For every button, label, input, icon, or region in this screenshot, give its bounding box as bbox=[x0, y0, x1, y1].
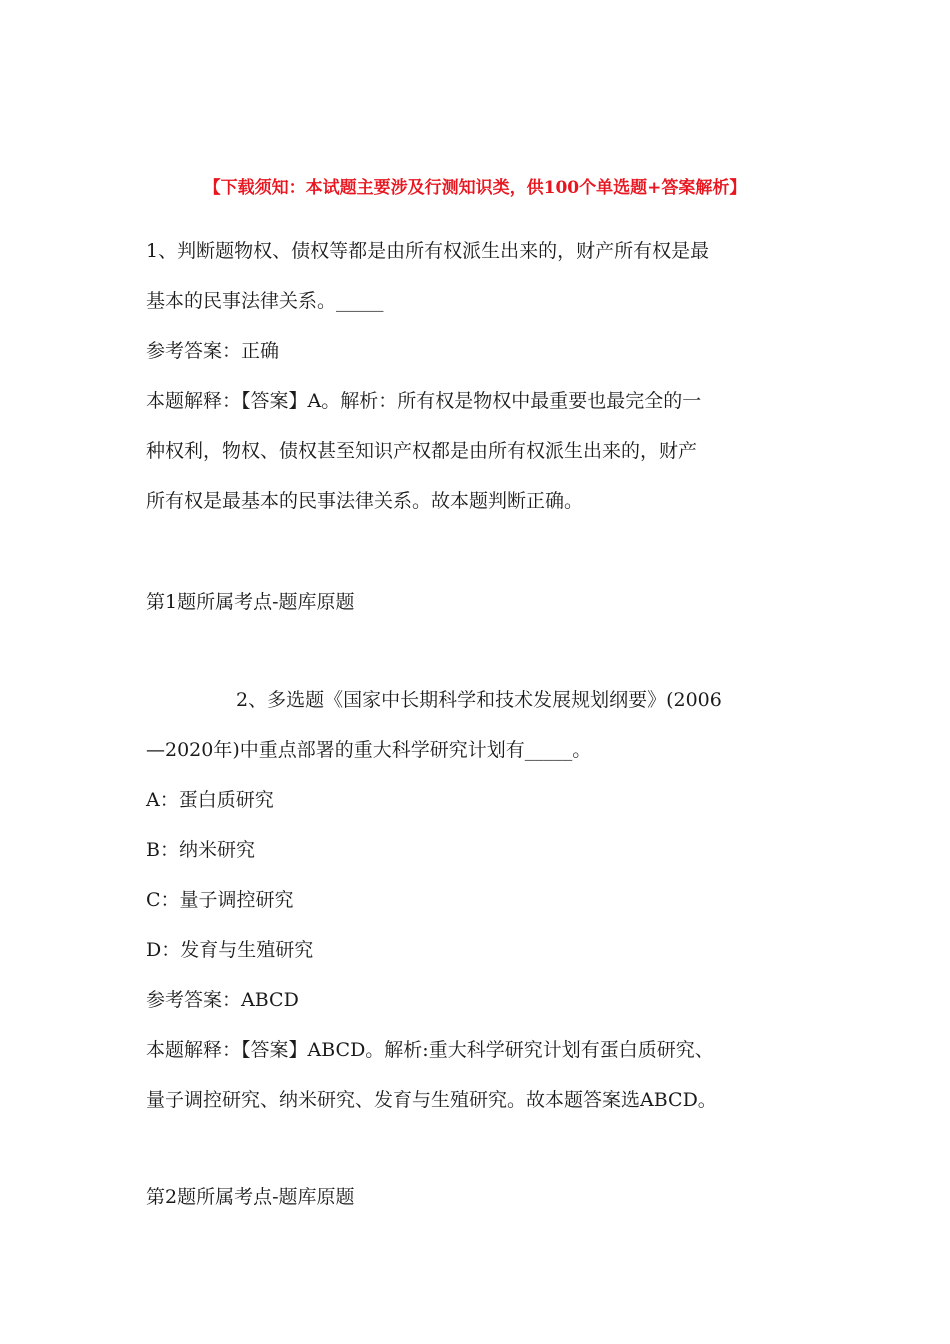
download-notice: 【下载须知：本试题主要涉及行测知识类，供100个单选题+答案解析】 bbox=[203, 178, 747, 198]
question-2-topic: 第2题所属考点-题库原题 bbox=[146, 1186, 355, 1208]
question-1-topic-block bbox=[146, 577, 810, 627]
question-2-stem-line-2: —2020年)中重点部署的重大科学研究计划有_____。 bbox=[146, 739, 592, 761]
question-2 bbox=[146, 675, 810, 1125]
question-2-option-d: D：发育与生殖研究 bbox=[146, 939, 314, 961]
question-2-option-c: C：量子调控研究 bbox=[146, 889, 294, 911]
question-1-answer: 参考答案：正确 bbox=[146, 340, 280, 362]
question-2-option-b: B：纳米研究 bbox=[146, 839, 255, 861]
question-2-stem-line-1: 2、多选题《国家中长期科学和技术发展规划纲要》(2006 bbox=[236, 689, 722, 711]
question-2-explanation-line-1: 本题解释：【答案】ABCD。解析:重大科学研究计划有蛋白质研究、 bbox=[146, 1039, 714, 1061]
question-1 bbox=[146, 226, 810, 526]
question-2-topic-block bbox=[146, 1172, 810, 1222]
question-1-stem-line-2: 基本的民事法律关系。_____ bbox=[146, 290, 384, 312]
question-1-stem-line-1: 1、判断题物权、债权等都是由所有权派生出来的，财产所有权是最 bbox=[146, 240, 710, 262]
question-1-explanation-line-3: 所有权是最基本的民事法律关系。故本题判断正确。 bbox=[146, 490, 584, 512]
question-2-option-a: A：蛋白质研究 bbox=[146, 789, 274, 811]
question-2-answer: 参考答案：ABCD bbox=[146, 989, 299, 1011]
question-2-explanation-line-2: 量子调控研究、纳米研究、发育与生殖研究。故本题答案选ABCD。 bbox=[146, 1089, 717, 1111]
question-1-explanation-line-1: 本题解释：【答案】A。解析：所有权是物权中最重要也最完全的一 bbox=[146, 390, 702, 412]
question-1-topic: 第1题所属考点-题库原题 bbox=[146, 591, 355, 613]
question-1-explanation-line-2: 种权利，物权、债权甚至知识产权都是由所有权派生出来的，财产 bbox=[146, 440, 698, 462]
